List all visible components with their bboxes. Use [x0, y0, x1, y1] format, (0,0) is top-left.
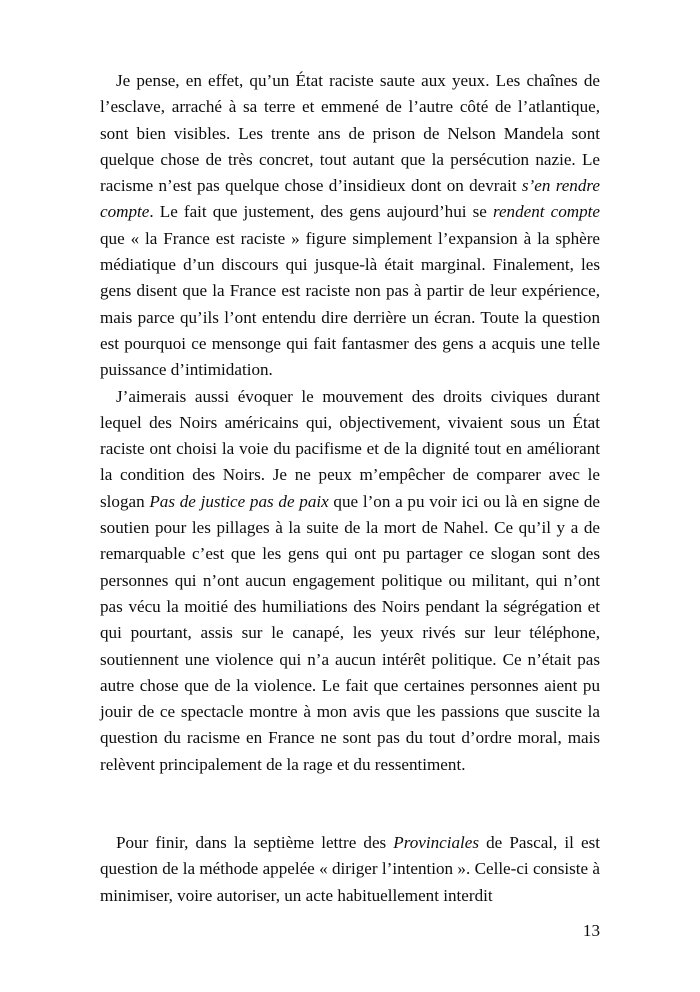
- italic-phrase: Provinciales: [393, 833, 480, 853]
- text-run: J’aimerais aussi évoquer le mouvement des droits civiques durant lequel des Noirs américains qui, objectivement, vivaient sous un État raciste ont choisi la voie du pacifisme et de la dignité tout en améliorant la condition des Noirs. Je ne peux m’empêcher de comparer avec le slogan: [100, 386, 600, 511]
- text-run: de Pascal, il est question de la méthode appelée « diriger l’intention ». Celle-ci consiste à minimiser, voire autoriser, un acte habituellement interdit: [100, 833, 600, 905]
- page-number: 13: [582, 921, 600, 940]
- paragraph-gap: [100, 778, 600, 830]
- text-run: que l’on a pu voir ici ou là en signe de soutien pour les pillages à la suite de la mort de Nahel. Ce qu’il y a de remarquable c’est que les gens qui ont pu partager ce slogan sont des personnes qui n’ont aucun engagement politique ou militant, qui n’ont pas vécu la moitié des humiliations des Noirs pendant la ségrégation et qui pourtant, assis sur le canapé, les yeux rivés sur leur téléphone, soutiennent une violence qui n’a aucun intérêt politique. Ce n’était pas autre chose que de la violence. Le fait que certaines personnes aient pu jouir de ce spectacle montre à mon avis que les passions que suscite la question du racisme en France ne sont pas du tout d’ordre moral, mais relèvent principalement de la rage et du ressentiment.: [100, 491, 600, 774]
- italic-phrase: s’en rendre compte: [100, 176, 601, 222]
- text-run: . Le fait que justement, des gens aujourd’hui se: [149, 202, 493, 222]
- paragraph-1: [100, 68, 600, 384]
- paragraph-3: [100, 830, 600, 909]
- paragraph-2: [100, 384, 600, 778]
- text-run: Pour finir, dans la septième lettre des: [116, 833, 394, 853]
- text-run: que « la France est raciste » figure simplement l’expansion à la sphère médiatique d’un discours qui jusque-là était marginal. Finalement, les gens disent que la France est raciste non pas à partir de leur expérience, mais parce qu’ils l’ont entendu dire derrière un écran. Toute la question est pourquoi ce mensonge qui fait fantasmer des gens a acquis une telle puissance d’intimidation.: [100, 228, 600, 380]
- italic-phrase: Pas de justice pas de paix: [149, 491, 329, 511]
- italic-phrase: rendent compte: [492, 202, 601, 222]
- text-run: Je pense, en effet, qu’un État raciste saute aux yeux. Les chaînes de l’esclave, arraché à sa terre et emmené de l’autre côté de l’atlantique, sont bien visibles. Les trente ans de prison de Nelson Mandela sont quelque chose de très concret, tout autant que la persécution nazie. Le racisme n’est pas quelque chose d’insidieux dont on devrait: [100, 71, 600, 196]
- body-text-column: [100, 68, 600, 909]
